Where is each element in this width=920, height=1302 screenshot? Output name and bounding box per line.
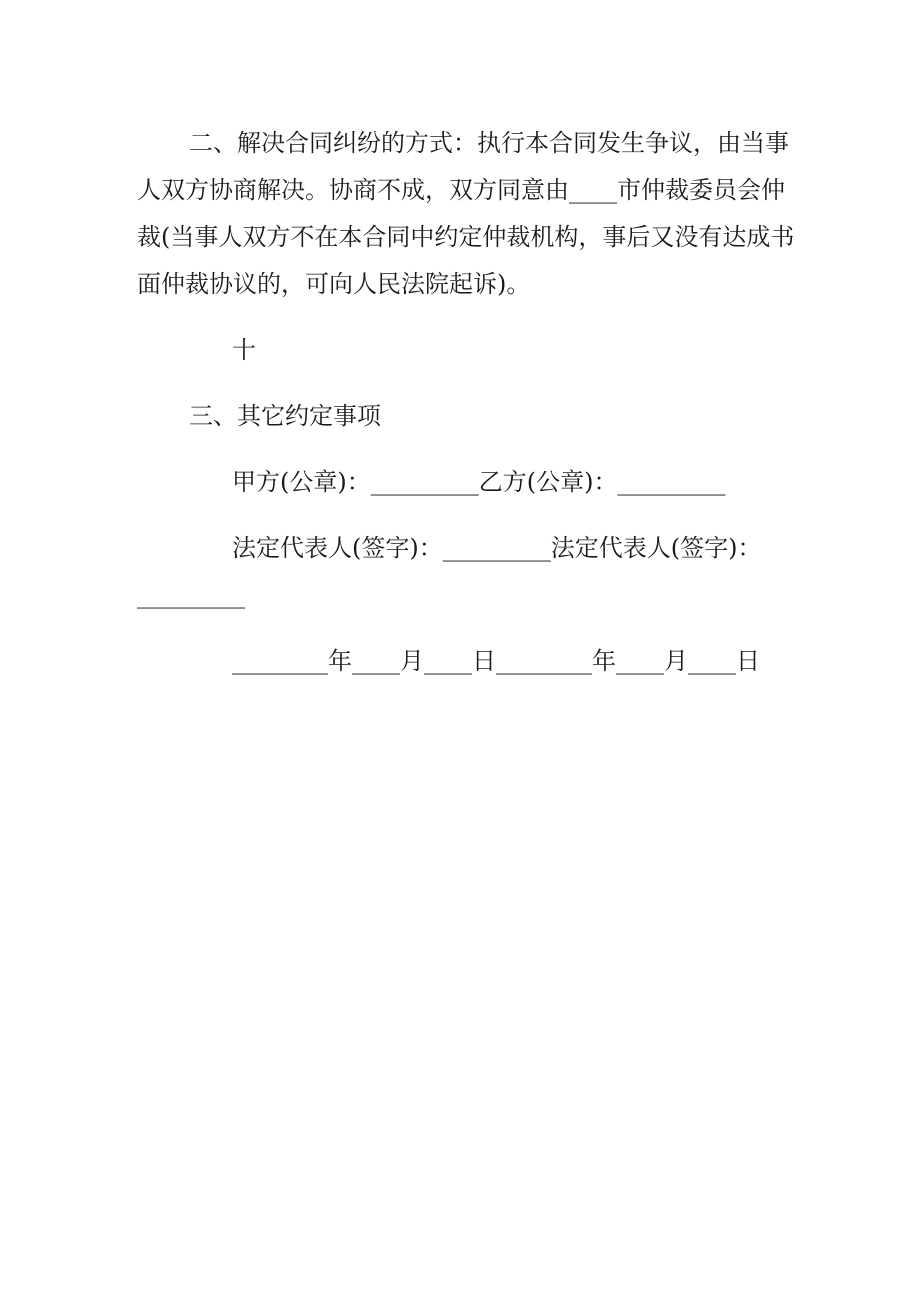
clause-dispute-line-3: 裁(当事人双方不在本合同中约定仲裁机构，事后又没有达成书 xyxy=(137,223,795,251)
seal-signature-paragraph xyxy=(137,459,780,506)
clause-dispute-resolution xyxy=(137,120,795,308)
legal-representative-blank-wrap: _________ xyxy=(137,581,245,609)
legal-representative-paragraph xyxy=(137,525,780,619)
clause-dispute-line-4: 面仲裁协议的，可向人民法院起诉)。 xyxy=(137,270,531,298)
date-blank-line: ________年____月____日________年____月____日 xyxy=(232,647,760,675)
clause-other-terms-heading: 三、其它约定事项 xyxy=(189,402,381,430)
stray-mark-paragraph xyxy=(137,327,780,374)
stray-mark-text: 十 xyxy=(232,336,256,364)
clause-dispute-line-2: 人双方协商解决。协商不成，双方同意由____市仲裁委员会仲 xyxy=(137,176,785,204)
date-paragraph xyxy=(137,638,780,685)
legal-representative-line: 法定代表人(签字)：_________法定代表人(签字)： xyxy=(232,534,762,562)
clause-dispute-line-1: 二、解决合同纠纷的方式：执行本合同发生争议，由当事 xyxy=(189,129,789,157)
clause-other-terms xyxy=(137,393,780,440)
party-seal-line: 甲方(公章)：_________乙方(公章)：_________ xyxy=(232,468,726,496)
